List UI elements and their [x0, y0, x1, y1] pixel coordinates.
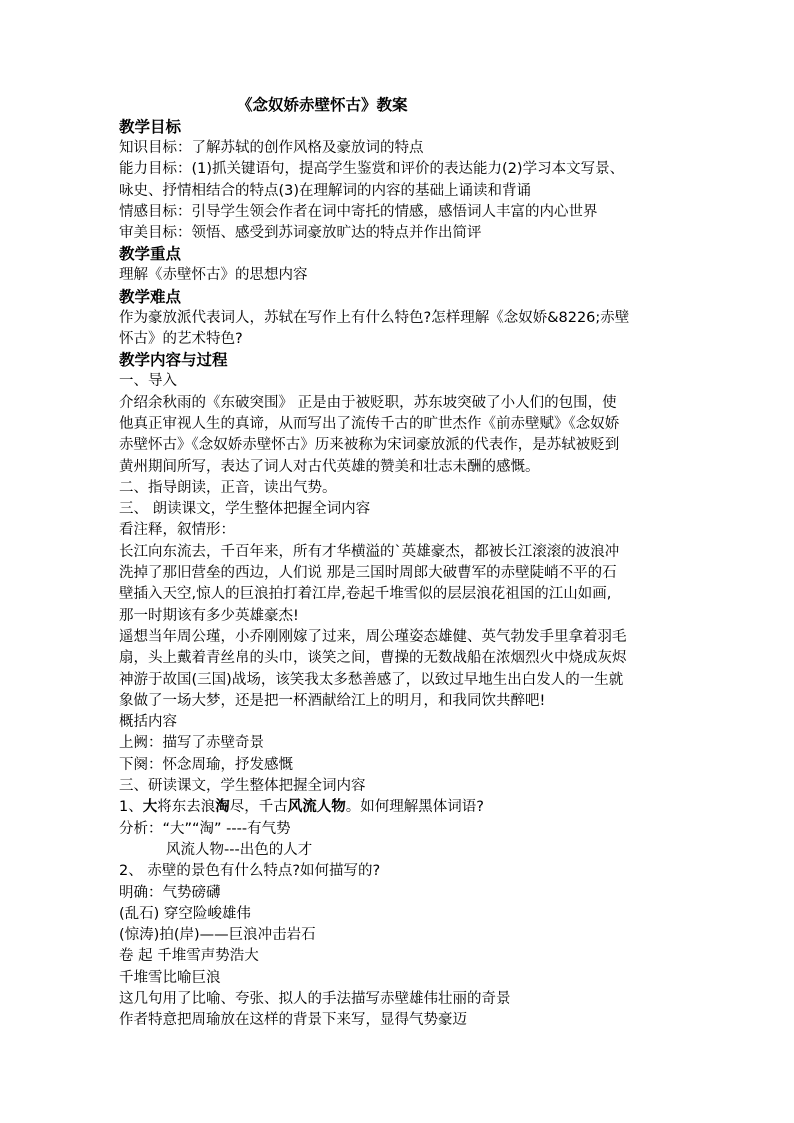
- narrative-line7: 神游于故国(三国)战场，该笑我太多愁善感了，以致过早地生出白发人的一生就: [119, 671, 624, 688]
- analysis-line1: 分析：“大”“淘” ----有气势: [119, 820, 291, 837]
- key-text: 理解《赤壁怀古》的思想内容: [119, 267, 308, 284]
- q1-bold-fengliu: 风流人物: [287, 799, 346, 816]
- intro-line4: 黄州期间所写，表达了词人对古代英雄的赞美和壮志未酬的感慨。: [119, 458, 540, 475]
- step-three: 三、 朗读课文，学生整体把握全词内容: [119, 501, 371, 518]
- goals-heading: 教学目标: [119, 118, 182, 136]
- narrative-line1: 长江向东流去，千百年来，所有才华横溢的`英雄豪杰，都被长江滚滚的波浪冲: [119, 543, 620, 560]
- scene-line5: 这几句用了比喻、夸张、拟人的手法描写赤壁雄伟壮丽的奇景: [119, 990, 511, 1007]
- q1-bold-da: 大: [142, 799, 158, 816]
- narrative-line8: 象做了一场大梦，还是把一杯酒献给江上的明月，和我同饮共醉吧!: [119, 692, 546, 709]
- intro-heading: 一、导入: [119, 373, 177, 390]
- summary-label: 概括内容: [119, 714, 177, 731]
- document-title: 《念奴娇赤壁怀古》教案: [237, 96, 408, 114]
- question-one: [119, 797, 689, 818]
- scene-line1: (乱石) 穿空险峻雄伟: [119, 905, 251, 922]
- difficult-line2: 怀古》的艺术特色?: [119, 331, 243, 348]
- q1-text-2: 尽，千古: [229, 799, 288, 816]
- upper-stanza: 上阙：描写了赤壁奇景: [119, 735, 264, 752]
- intro-line1: 介绍余秋雨的《东破突围》 正是由于被贬职，苏东坡突破了小人们的包围，使: [119, 394, 617, 411]
- document-page: [119, 94, 689, 1032]
- goal-aesthetic: 审美目标：领悟、感受到苏词豪放旷达的特点并作出简评: [119, 225, 482, 242]
- question-two: 2、 赤壁的景色有什么特点?如何描写的?: [119, 863, 381, 880]
- difficult-line1: 作为豪放派代表词人，苏轼在写作上有什么特色?怎样理解《念奴娇&8226;赤壁: [119, 309, 630, 326]
- narrative-line4: 那一时期该有多少英雄豪杰!: [119, 607, 299, 624]
- intro-line3: 赤壁怀古》《念奴娇赤壁怀古》历来被称为宋词豪放派的代表作，是苏轼被贬到: [119, 437, 620, 454]
- step-two: 二、指导朗读，正音，读出气势。: [119, 479, 337, 496]
- narrative-line5: 遥想当年周公瑾，小乔刚刚嫁了过来，周公瑾姿态雄健、英气勃发手里拿着羽毛: [119, 628, 627, 645]
- q1-bold-tao: 淘: [215, 799, 230, 816]
- intro-line2: 他真正审视人生的真谛，从而写出了流传千古的旷世杰作《前赤壁赋》《念奴娇: [119, 415, 620, 432]
- scene-line6: 作者特意把周瑜放在这样的背景下来写，显得气势豪迈: [119, 1012, 467, 1029]
- scene-line2: (惊涛)拍(岸)——巨浪冲击岩石: [119, 927, 316, 944]
- study-heading: 三、研读课文，学生整体把握全词内容: [119, 778, 366, 795]
- clear-answer: 明确：气势磅礴: [119, 884, 221, 901]
- narrative-line6: 扇，头上戴着青丝帛的头巾，谈笑之间，曹操的无数战船在浓烟烈火中烧成灰烬: [119, 650, 627, 667]
- goal-knowledge: 知识目标：了解苏轼的创作风格及豪放词的特点: [119, 140, 424, 156]
- q1-text-1: 将东去浪: [157, 799, 216, 816]
- narrative-line2: 洗掉了那旧营垒的西边，人们说 那是三国时周郎大破曹军的赤壁陡峭不平的石: [119, 565, 617, 582]
- scene-line4: 千堆雪比喻巨浪: [119, 969, 221, 986]
- lower-stanza: 下阕：怀念周瑜，抒发感慨: [119, 756, 293, 773]
- scene-line3: 卷 起 千堆雪声势浩大: [119, 948, 259, 965]
- difficult-heading: 教学难点: [119, 287, 182, 306]
- key-heading: 教学重点: [119, 245, 182, 264]
- goal-emotion: 情感目标：引导学生领会作者在词中寄托的情感，感悟词人丰富的内心世界: [119, 203, 598, 220]
- narrative-line3: 壁插入天空,惊人的巨浪拍打着江岸,卷起千堆雪似的层层浪花祖国的江山如画,: [119, 586, 612, 603]
- q1-text-3: 。如何理解黑体词语?: [345, 799, 484, 816]
- notes-label: 看注释，叙情形：: [119, 522, 235, 539]
- process-heading: 教学内容与过程: [119, 351, 228, 370]
- analysis-line2: 风流人物---出色的人才: [166, 841, 313, 858]
- q1-number: 1、: [119, 799, 143, 816]
- goal-ability-line2: 咏史、抒情相结合的特点(3)在理解词的内容的基础上诵读和背诵: [119, 182, 532, 199]
- goal-ability-line1: 能力目标：(1)抓关键语句，提高学生鉴赏和评价的表达能力(2)学习本文写景、: [119, 161, 625, 178]
